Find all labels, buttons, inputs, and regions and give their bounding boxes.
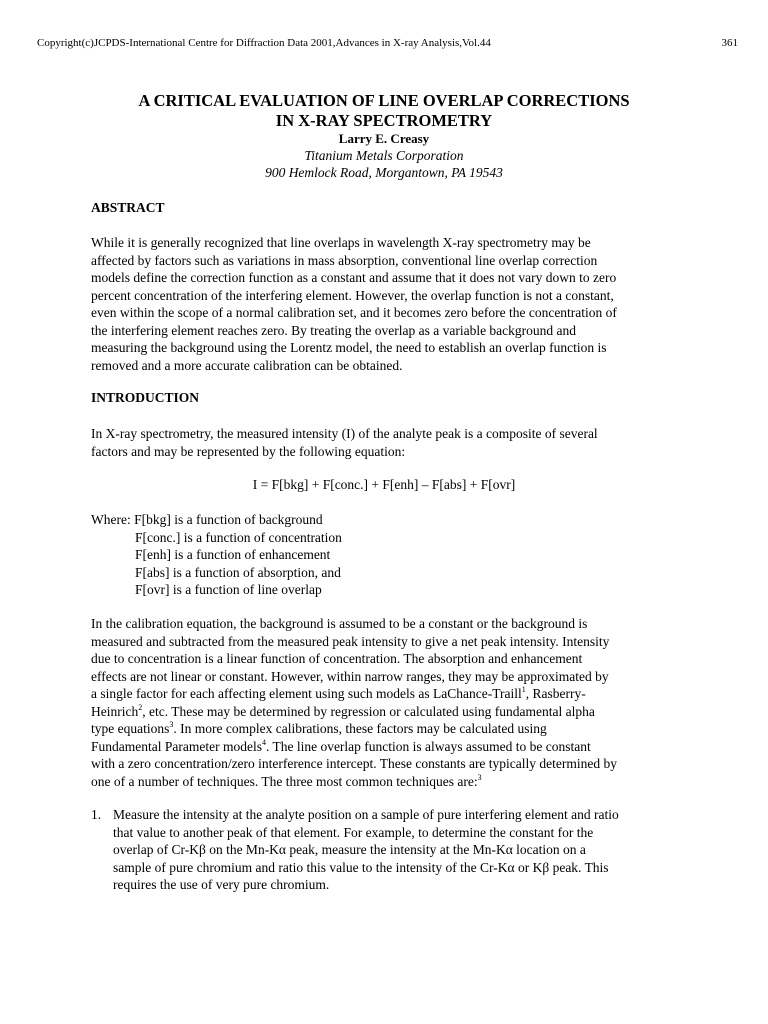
citation-superscript: 4 [261,737,266,747]
author-name: Larry E. Creasy [338,131,430,146]
affiliation-org: Titanium Metals Corporation [304,148,464,163]
introduction-paragraph [91,425,688,460]
text-line: affected by factors such as variations in mass absorption, conventional line overlap correction [91,252,598,268]
citation-superscript: 2 [138,702,143,712]
paper-title-line-2: IN X-RAY SPECTROMETRY [275,111,493,130]
text-span: Fundamental Parameter models [91,738,262,754]
text-line: factors and may be represented by the following equation: [91,443,406,459]
text-line: measured and subtracted from the measured peak intensity to give a net peak intensity. Intensity [91,633,610,649]
text-span: Heinrich [91,703,139,719]
text-span: a single factor for each affecting element using such models as LaChance-Traill [91,686,522,701]
paper-title-line-1: A CRITICAL EVALUATION OF LINE OVERLAP CORRECTIONS [138,91,630,110]
text-line: percent concentration of the interfering element. However, the overlap function is not a constant, [91,287,614,303]
definition-line: F[ovr] is a function of line overlap [135,582,322,597]
abstract-paragraph [91,234,688,374]
text-line: sample of pure chromium and ratio this value to the intensity of the Cr-Kα or Kβ peak. This [113,859,609,875]
text-line [91,720,688,738]
calibration-paragraph [91,615,688,790]
text-line: the interfering element reaches zero. By treating the overlap as a variable background and [91,322,577,338]
text-line: Measure the intensity at the analyte position on a sample of pure interfering element and ratio [113,807,619,822]
text-line: requires the use of very pure chromium. [113,877,330,892]
list-number: 1. [91,807,102,822]
text-line [91,738,688,756]
text-line: In X-ray spectrometry, the measured intensity (I) of the analyte peak is a composite of several [91,426,598,441]
citation-superscript: 1 [521,685,526,694]
citation-superscript: 3 [477,772,482,782]
text-span: type equations [91,721,170,736]
text-span: one of a number of techniques. The three most common techniques are: [91,773,478,789]
citation-superscript: 3 [169,720,174,729]
running-header: Copyright(c)JCPDS-International Centre for Diffraction Data 2001,Advances in X-ray Analysis,Vol.44 [37,37,491,49]
text-line: overlap of Cr-Kβ on the Mn-Kα peak, measure the intensity at the Mn-Kα location on a [113,842,586,857]
text-line: with a zero concentration/zero interference intercept. These constants are typically determined by [91,756,618,771]
text-line: In the calibration equation, the background is assumed to be a constant or the background is [91,616,588,631]
section-heading-abstract: ABSTRACT [91,200,165,215]
section-heading-introduction: INTRODUCTION [91,390,200,405]
text-line: even within the scope of a normal calibration set, and it becomes zero before the concentration of [91,305,617,320]
definition-line: F[enh] is a function of enhancement [135,547,331,562]
text-span: . In more complex calibrations, these factors may be calculated using [173,721,547,736]
equation-definitions [91,511,342,599]
definition-line: F[abs] is a function of absorption, and [135,564,341,580]
text-line: While it is generally recognized that line overlaps in wavelength X-ray spectrometry may be [91,235,591,250]
list-item-body [113,806,693,894]
text-span: , etc. These may be determined by regression or calculated using fundamental alpha [142,703,595,719]
text-line: effects are not linear or constant. However, within narrow ranges, they may be approximated by [91,668,609,684]
text-line [91,685,688,703]
page-number: 361 [721,37,738,49]
text-line [91,703,688,721]
definition-line: Where: F[bkg] is a function of background [91,512,323,527]
text-span: . The line overlap function is always assumed to be constant [265,738,591,754]
text-line: measuring the background using the Lorentz model, the need to establish an overlap function is [91,340,607,355]
text-line: that value to another peak of that element. For example, to determine the constant for the [113,824,594,840]
text-line: removed and a more accurate calibration can be obtained. [91,357,403,373]
text-line: due to concentration is a linear function of concentration. The absorption and enhancement [91,651,583,666]
intensity-equation: I = F[bkg] + F[conc.] + F[enh] – F[abs] + F[ovr] [252,477,516,492]
definition-line: F[conc.] is a function of concentration [135,529,342,545]
affiliation-address: 900 Hemlock Road, Morgantown, PA 19543 [265,165,503,180]
text-line [91,773,688,791]
text-line: models define the correction function as a constant and assume that it does not vary down to zero [91,270,617,285]
text-span: , Rasberry- [525,686,586,701]
